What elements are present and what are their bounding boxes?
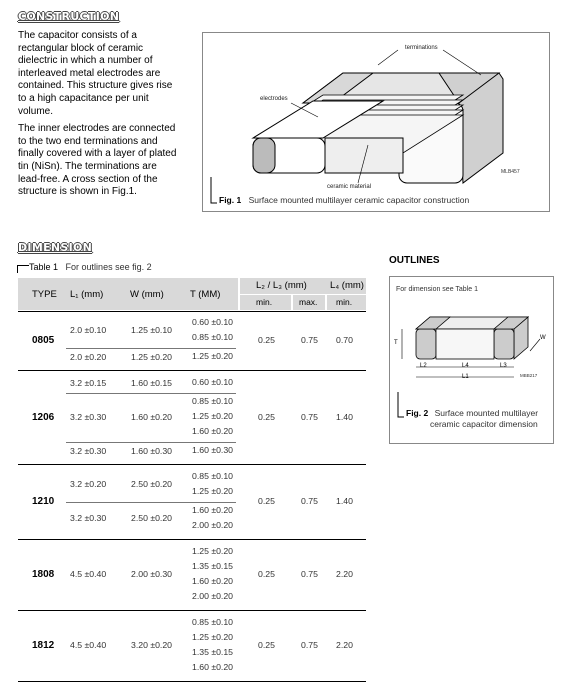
cell-t: 1.35 ±0.15 (192, 561, 233, 571)
table-label-bracket (17, 265, 18, 273)
cell-t: 0.85 ±0.10 (192, 471, 233, 481)
construction-heading: CONSTRUCTION (18, 10, 120, 23)
fig2-caption-number: Fig. 2 (406, 408, 429, 418)
fig2-label-w: W (540, 335, 546, 341)
cell-w: 1.60 ±0.15 (131, 377, 172, 388)
cell-type: 1206 (32, 411, 55, 423)
cell-type: 1812 (32, 640, 55, 651)
cell-l2-min: 0.25 (258, 640, 275, 650)
cell-t: 1.60 ±0.20 (192, 426, 233, 436)
cell-t: 0.60 ±0.10 (192, 317, 233, 327)
sub-row-divider (66, 442, 236, 443)
cell-t: 1.25 ±0.20 (192, 632, 233, 642)
fig1-caption (219, 195, 469, 205)
cell-l1: 3.2 ±0.20 (70, 479, 107, 489)
cell-l1: 4.5 ±0.40 (70, 640, 107, 650)
cell-w: 1.25 ±0.20 (131, 351, 172, 362)
construction-text (18, 30, 180, 204)
cell-l4-min: 2.20 (336, 640, 353, 650)
header-l2-min: min. (256, 297, 273, 307)
cell-l1: 3.2 ±0.30 (70, 411, 107, 422)
fig2-caption (406, 408, 538, 418)
group-divider (18, 370, 366, 371)
fig2-note: For dimension see Table 1 (396, 286, 478, 293)
header-divider (18, 311, 366, 312)
cell-l4-min: 1.40 (336, 496, 353, 506)
cell-w: 1.60 ±0.20 (131, 411, 172, 422)
dimension-table (18, 278, 366, 672)
construction-paragraph-2: The inner electrodes are connected to the two end terminations and finally covered with a layer of plated tin (NiSn). The terminations are lead-free. A cross section of the structure is shown in Fig.1. (18, 123, 177, 198)
cell-t: 1.25 ±0.20 (192, 546, 233, 556)
table-note: For outlines see fig. 2 (65, 262, 152, 272)
cell-l4-min: 1.40 (336, 411, 353, 422)
group-divider (18, 464, 366, 465)
fig1-caption-text: Surface mounted multilayer ceramic capacitor construction (248, 195, 470, 205)
table-number: Table 1 (29, 262, 59, 272)
cell-w: 2.00 ±0.30 (131, 569, 172, 579)
cell-t: 1.60 ±0.20 (192, 505, 233, 515)
cell-t: 1.25 ±0.20 (192, 411, 233, 421)
fig2-caption-line2: ceramic capacitor dimension (430, 419, 538, 429)
fig1-code: MLB457 (501, 169, 520, 175)
cell-l2-max: 0.75 (301, 411, 318, 422)
cell-l4-min: 0.70 (336, 334, 353, 345)
header-l1: L₁ (mm) (70, 289, 104, 300)
cell-t: 1.60 ±0.30 (192, 445, 233, 455)
fig1-label-electrodes: electrodes (260, 96, 288, 102)
cell-l1: 3.2 ±0.15 (70, 377, 107, 388)
cell-type: 0805 (32, 334, 55, 346)
cell-l2-max: 0.75 (301, 640, 318, 650)
cell-t: 2.00 ±0.20 (192, 591, 233, 601)
group-divider (18, 610, 366, 611)
cell-w: 1.60 ±0.30 (131, 445, 172, 456)
cell-w: 2.50 ±0.20 (131, 513, 172, 523)
cell-t: 0.85 ±0.10 (192, 332, 233, 342)
cell-type: 1210 (32, 496, 55, 507)
group-divider (18, 539, 366, 540)
cell-t: 2.00 ±0.20 (192, 520, 233, 530)
cell-l1: 4.5 ±0.40 (70, 569, 107, 579)
fig2-code: MBB217 (520, 373, 538, 378)
fig2-label-l3: L3 (500, 363, 507, 369)
cell-t: 1.35 ±0.15 (192, 647, 233, 657)
cell-l2-min: 0.25 (258, 569, 275, 579)
fig2-label-l2: L2 (420, 363, 427, 369)
cell-w: 1.25 ±0.10 (131, 325, 172, 335)
header-type: TYPE (32, 289, 57, 300)
table-label-bracket-top (17, 265, 29, 266)
fig1-capacitor-drawing (203, 33, 549, 211)
cell-l2-max: 0.75 (301, 569, 318, 579)
header-l2-max: max. (299, 297, 318, 307)
sub-row-divider (66, 393, 236, 394)
header-w: W (mm) (130, 289, 164, 300)
fig1-label-terminations: terminations (405, 45, 438, 51)
cell-w: 2.50 ±0.20 (131, 479, 172, 489)
cell-l1: 3.2 ±0.30 (70, 513, 107, 523)
cell-w: 3.20 ±0.20 (131, 640, 172, 650)
cell-t: 0.85 ±0.10 (192, 396, 233, 406)
header-l4: L₄ (mm) (330, 280, 364, 291)
cell-t: 0.60 ±0.10 (192, 377, 233, 387)
fig2-label-l1: L1 (462, 374, 469, 380)
construction-paragraph-1: The capacitor consists of a rectangular block of ceramic dielectric in which a number of interleaved metal electrodes are contained. This structure gives rise to a high capacitance per unit volume. (18, 30, 173, 117)
cell-l1: 2.0 ±0.20 (70, 351, 107, 362)
header-l2l3: L₂ / L₃ (mm) (256, 280, 307, 291)
cell-t: 1.25 ±0.20 (192, 486, 233, 496)
cell-type: 1808 (32, 569, 55, 580)
cell-t: 0.85 ±0.10 (192, 617, 233, 627)
fig2-label-t: T (394, 340, 398, 346)
cell-l2-min: 0.25 (258, 334, 275, 345)
sub-row-divider (66, 502, 236, 503)
dimension-heading: DIMENSION (18, 241, 93, 254)
outlines-heading: OUTLINES (389, 255, 440, 266)
cell-l2-max: 0.75 (301, 334, 318, 345)
cell-l1: 3.2 ±0.30 (70, 445, 107, 456)
sub-row-divider (66, 348, 236, 349)
fig2-box (389, 276, 554, 444)
fig1-box (202, 32, 550, 212)
cell-t: 1.60 ±0.20 (192, 576, 233, 586)
header-t: T (MM) (190, 289, 221, 300)
header-l4-min: min. (336, 297, 353, 307)
cell-l4-min: 2.20 (336, 569, 353, 579)
cell-l2-min: 0.25 (258, 411, 275, 422)
fig2-caption-line1: Surface mounted multilayer (434, 408, 539, 418)
cell-t: 1.25 ±0.20 (192, 351, 233, 361)
fig1-caption-number: Fig. 1 (219, 195, 242, 205)
fig1-label-ceramic: ceramic material (327, 184, 372, 190)
fig2-label-l4: L4 (462, 363, 469, 369)
cell-l2-min: 0.25 (258, 496, 275, 506)
cell-l1: 2.0 ±0.10 (70, 325, 107, 335)
cell-l2-max: 0.75 (301, 496, 318, 506)
cell-t: 1.60 ±0.20 (192, 662, 233, 672)
table-label (29, 262, 152, 272)
